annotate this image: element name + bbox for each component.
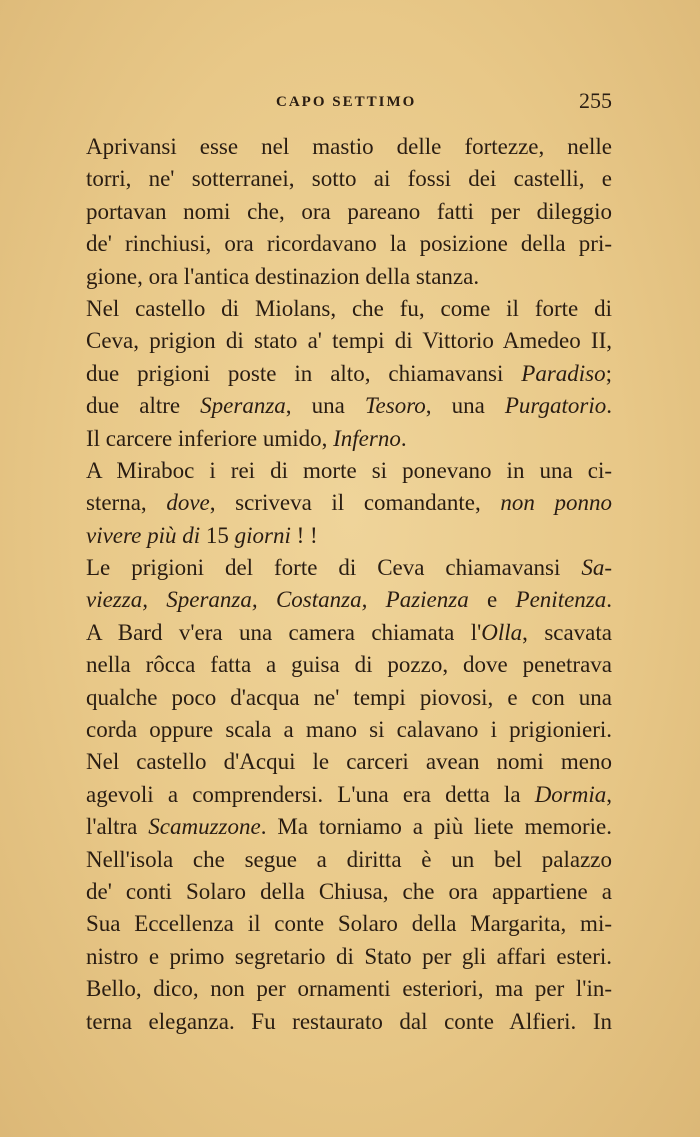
italic-text: Penitenza <box>515 587 607 613</box>
text-segment: portavan nomi che, ora pareano fatti per dileggio <box>86 198 612 224</box>
text-line <box>86 390 612 422</box>
text-segment: 15 <box>205 522 235 548</box>
text-segment: , <box>606 781 612 807</box>
text-segment: Ceva, prigion di stato a' tempi di Vittorio Amedeo II, <box>86 328 612 354</box>
page-number: 255 <box>579 88 612 113</box>
text-segment: de' conti Solaro della Chiusa, che ora appartiene a <box>86 878 612 904</box>
italic-text: dove <box>166 490 210 516</box>
body-text <box>86 131 612 1038</box>
text-line <box>86 941 612 973</box>
italic-text: vivere più di <box>86 522 206 548</box>
text-line <box>86 682 612 714</box>
text-line <box>86 455 612 487</box>
text-line <box>86 261 612 293</box>
text-segment: Il carcere inferiore umido, <box>86 425 334 451</box>
text-line <box>86 196 612 228</box>
text-line <box>86 811 612 843</box>
text-segment: . <box>400 425 407 451</box>
page-header <box>86 88 612 118</box>
text-line <box>86 423 612 455</box>
text-segment: , scavata <box>522 619 612 645</box>
text-segment: terna eleganza. Fu restaurato dal conte Alfieri. In <box>86 1008 612 1034</box>
text-segment: Aprivansi esse nel mastio delle fortezze, nelle <box>86 134 612 159</box>
text-segment: , una <box>285 393 365 419</box>
text-line <box>86 714 612 746</box>
text-line <box>86 973 612 1005</box>
text-segment: Nell'isola che segue a diritta è un bel palazzo <box>86 846 612 872</box>
text-segment: Sua Eccellenza il conte Solaro della Margarita, mi- <box>86 911 612 937</box>
text-segment: Nel castello d'Acqui le carceri avean nomi meno <box>86 749 612 775</box>
text-segment: due altre <box>86 393 201 419</box>
text-segment: ! ! <box>290 522 318 548</box>
italic-text: Purgatorio <box>504 393 607 419</box>
text-line <box>86 746 612 778</box>
text-line <box>86 520 612 552</box>
text-segment: gione, ora l'antica destinazion della stanza. <box>86 263 480 289</box>
text-line <box>86 908 612 940</box>
text-segment: . Ma torniamo a più liete memorie. <box>260 814 613 840</box>
italic-text: Paradiso <box>521 360 606 386</box>
running-head: CAPO SETTIMO <box>276 94 417 110</box>
italic-text: Speranza <box>200 393 286 419</box>
italic-text: Olla <box>481 619 523 645</box>
text-segment: , scriveva il comandante, <box>209 490 501 516</box>
text-segment: Nel castello di Miolans, che fu, come il forte di <box>86 295 612 321</box>
text-segment: torri, ne' sotterranei, sotto ai fossi dei castelli, e <box>86 166 612 192</box>
text-segment: . <box>606 393 612 419</box>
text-segment: nella rôcca fatta a guisa di pozzo, dove penetrava <box>86 652 612 678</box>
text-line <box>86 228 612 260</box>
text-segment: agevoli a comprendersi. L'una era detta la <box>86 781 535 807</box>
italic-text: non ponno <box>500 490 613 516</box>
italic-text: giorni <box>234 522 291 548</box>
text-line <box>86 131 612 163</box>
text-line <box>86 617 612 649</box>
italic-text: Tesoro <box>364 393 426 419</box>
text-segment: due prigioni poste in alto, chiamavansi <box>86 360 522 386</box>
text-segment: . <box>606 587 612 613</box>
text-segment: sterna, <box>86 490 167 516</box>
text-line <box>86 1006 612 1038</box>
text-segment: Bello, dico, non per ornamenti esteriori, ma per l'in- <box>86 976 612 1002</box>
text-line <box>86 293 612 325</box>
italic-text: Scamuzzone <box>148 814 261 840</box>
text-segment: A Bard v'era una camera chiamata l' <box>86 619 482 645</box>
text-line <box>86 876 612 908</box>
text-segment: qualche poco d'acqua ne' tempi piovosi, e con una <box>86 684 612 710</box>
text-line <box>86 584 612 616</box>
italic-text: viezza, Speranza, Costanza, Pazienza <box>86 587 469 613</box>
text-segment: Le prigioni del forte di Ceva chiamavansi <box>86 555 582 581</box>
text-line <box>86 844 612 876</box>
text-segment: corda oppure scala a mano si calavano i prigionieri. <box>86 717 612 743</box>
text-segment: A Miraboc i rei di morte si ponevano in una ci- <box>86 457 612 483</box>
text-line <box>86 358 612 390</box>
text-line <box>86 325 612 357</box>
text-line <box>86 649 612 681</box>
text-line <box>86 487 612 519</box>
text-line <box>86 552 612 584</box>
text-segment: l'altra <box>86 814 149 840</box>
text-line <box>86 163 612 195</box>
text-segment: , una <box>425 393 505 419</box>
text-segment: nistro e primo segretario di Stato per gli affari esteri. <box>86 943 612 969</box>
italic-text: Dormia <box>534 781 607 807</box>
text-segment: de' rinchiusi, ora ricordavano la posizione della pri- <box>86 231 612 257</box>
text-segment: ; <box>605 360 612 386</box>
text-segment: e <box>468 587 516 613</box>
italic-text: Sa- <box>581 555 612 581</box>
text-line <box>86 779 612 811</box>
italic-text: Inferno <box>333 425 401 451</box>
